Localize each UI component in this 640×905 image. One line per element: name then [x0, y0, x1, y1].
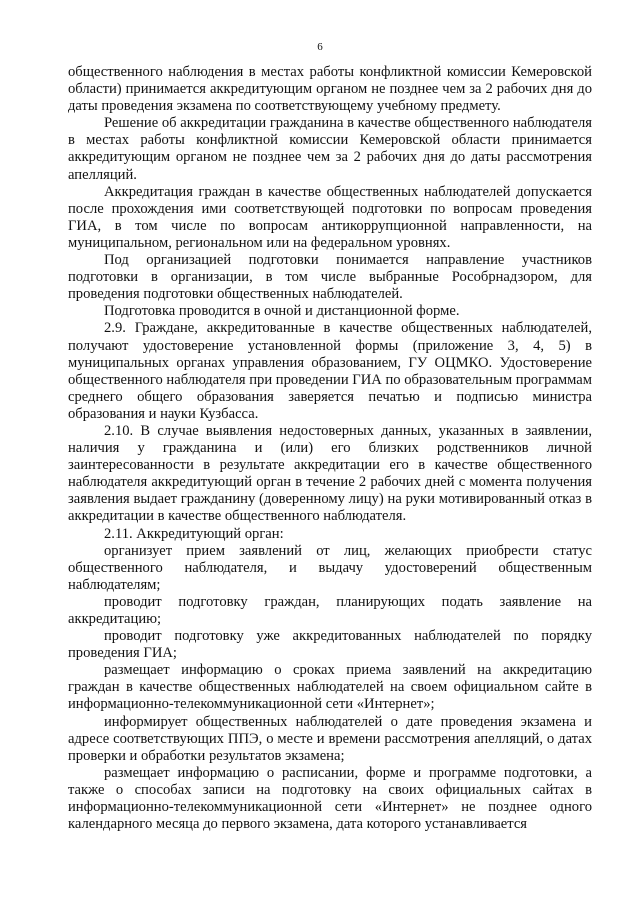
paragraph: 2.9. Граждане, аккредитованные в качестве общественных наблюдателей, получают удостоверение установленной формы (приложение 3, 4, 5) в муниципальных органах управления образованием, ГУ ОЦМКО. Удостоверение общественного наблюдателя при проведении ГИА по образовательным программам среднего общего образования заверяется печатью и подписью министра образования и науки Кузбасса.: [68, 320, 593, 422]
list-item: проводит подготовку граждан, планирующих подать заявление на аккредитацию;: [68, 593, 592, 627]
document-body: [68, 64, 592, 833]
paragraph: Аккредитация граждан в качестве общественных наблюдателей допускается после прохождения ими соответствующей подготовки по вопросам проведения ГИА, в том числе по вопросам антикоррупционной направленности, на муниципальном, региональном или на федеральном уровнях.: [68, 183, 592, 251]
paragraph: Подготовка проводится в очной и дистанционной форме.: [104, 303, 460, 320]
list-item: размещает информацию о расписании, форме и программе подготовки, а также о способах записи на подготовку на своих официальных сайтах в информационно-телекоммуникационной сети «Интернет» не позднее одного календарного месяца до первого экзамена, дата которого устанавливается: [68, 764, 592, 833]
paragraph: Решение об аккредитации гражданина в качестве общественного наблюдателя в местах работы конфликтной комиссии Кемеровской области принимается аккредитующим органом не позднее чем за 2 рабочих дня до даты рассмотрения апелляций.: [68, 115, 592, 183]
list-item: проводит подготовку уже аккредитованных наблюдателей по порядку проведения ГИА;: [68, 628, 592, 662]
paragraph: общественного наблюдения в местах работы конфликтной комиссии Кемеровской области) принимается аккредитующим органом не позднее чем за 2 рабочих дня до даты проведения экзамена по соответствующему учебному предмету.: [68, 64, 592, 115]
page-number: 6: [317, 41, 323, 53]
list-item: организует прием заявлений от лиц, желающих приобрести статус общественного наблюдателя, и выдачу удостоверений общественным наблюдателям;: [68, 542, 592, 593]
list-item: информирует общественных наблюдателей о дате проведения экзамена и адресе соответствующих ППЭ, о месте и времени рассмотрения апелляций, о датах проверки и обработки результатов экзамена;: [68, 713, 592, 764]
paragraph: Под организацией подготовки понимается направление участников подготовки в организации, в том числе выбранные Рособрнадзором, для проведения подготовки общественных наблюдателей.: [68, 252, 592, 303]
paragraph: 2.10. В случае выявления недостоверных данных, указанных в заявлении, наличия у гражданина и (или) его близких родственников личной заинтересованности в результате аккредитации его в качестве общественного наблюдателя аккредитующий орган в течение 2 рабочих дней с момента получения заявления выдает гражданину (доверенному лицу) на руки мотивированный отказ в аккредитации в качестве общественного наблюдателя.: [68, 422, 592, 525]
paragraph: 2.11. Аккредитующий орган:: [104, 525, 284, 542]
list-item: размещает информацию о сроках приема заявлений на аккредитацию граждан в качестве общественных наблюдателей на своем официальном сайте в информационно-телекоммуникационной сети «Интернет»;: [68, 662, 592, 713]
